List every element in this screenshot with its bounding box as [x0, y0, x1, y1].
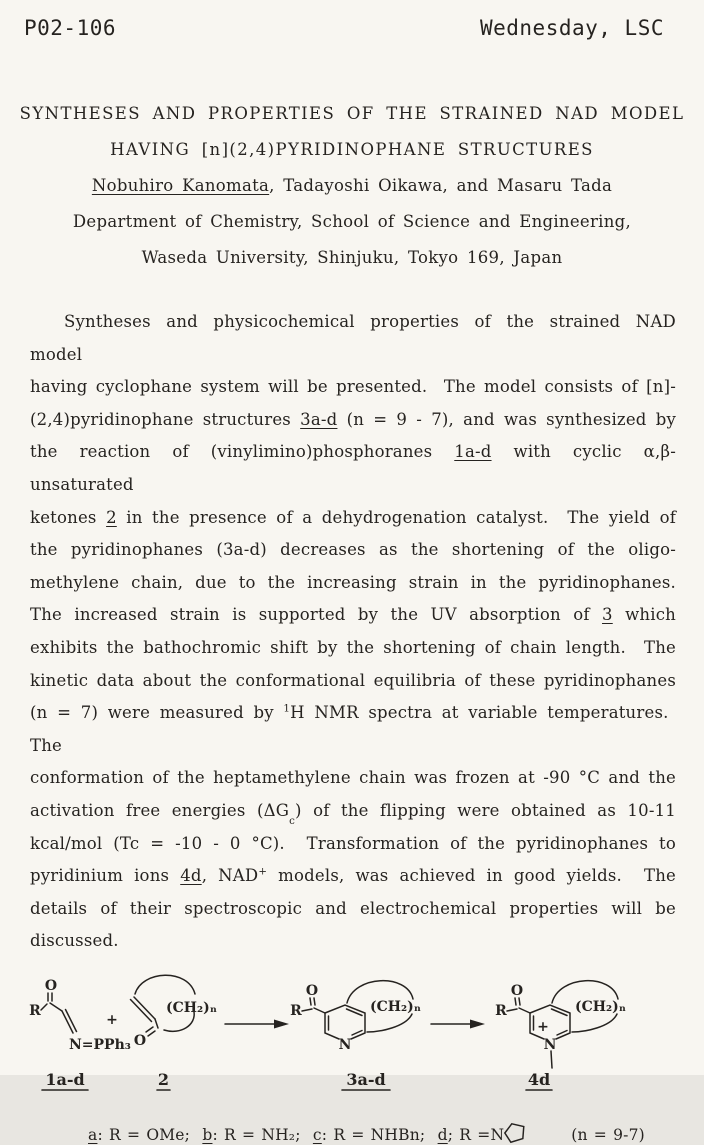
text-segment: : R = NHBn; — [321, 1125, 438, 1144]
text-segment: Department of Chemistry, School of Science and Engineering, — [72, 212, 632, 231]
compound-2-label: 2 — [157, 1069, 170, 1089]
text-segment: a — [88, 1125, 98, 1144]
text-segment: (2,4)pyridinophane structures — [30, 409, 301, 429]
text-segment: (n = 9 - 7), and was synthesized by — [337, 409, 677, 429]
text-segment: b — [202, 1125, 213, 1144]
text-segment: the pyridinophanes (3a-d) decreases as the shortening of the oligo- — [30, 540, 676, 560]
abstract-line — [30, 795, 676, 828]
ch2n-label-4: (CH₂)ₙ — [575, 998, 627, 1015]
ch2n-label-3: (CH₂)ₙ — [370, 998, 422, 1015]
abstract-line — [30, 502, 676, 535]
abstract-line — [30, 534, 676, 567]
text-segment: : R = NH₂; — [212, 1125, 313, 1144]
text-segment: which — [612, 605, 676, 625]
legend-text — [88, 1126, 504, 1144]
plus-charge-icon: + — [537, 1018, 549, 1035]
abstract-line — [30, 306, 676, 371]
r-group-label-1: R — [29, 1002, 41, 1019]
text-segment: 3 — [602, 605, 613, 625]
abstract-line — [30, 665, 676, 698]
compound-4-label: 4d — [527, 1069, 551, 1089]
title-line — [0, 96, 704, 132]
text-segment: SYNTHESES AND PROPERTIES OF THE STRAINED NAD MODEL — [19, 104, 685, 123]
text-segment: 1 — [283, 703, 291, 715]
abstract-line — [30, 567, 676, 600]
session-code: P02-106 — [24, 16, 117, 40]
carbonyl-o-label-3: O — [305, 982, 319, 999]
abstract-line — [30, 632, 676, 665]
abstract-line — [30, 893, 676, 926]
text-segment: d — [437, 1125, 448, 1144]
title-block — [0, 96, 704, 276]
abstract-paragraph — [30, 306, 676, 958]
text-segment: The increased strain is supported by the UV absorption of — [30, 605, 603, 625]
session-day-label: Wednesday, LSC — [479, 16, 664, 40]
text-segment: Nobuhiro Kanomata — [91, 176, 270, 195]
r-group-label-3: R — [290, 1002, 302, 1019]
text-segment: the reaction of (vinylimino)phosphoranes — [30, 442, 455, 462]
text-segment: ketones — [30, 507, 107, 527]
abstract-line — [30, 371, 676, 404]
text-segment: models, was achieved in good yields. The — [267, 866, 676, 886]
abstract-line — [30, 828, 676, 861]
ketone-o-label: O — [133, 1032, 147, 1049]
text-segment: having cyclophane system will be presented. The model consists of [n]- — [30, 377, 676, 397]
text-segment: + — [258, 866, 268, 878]
text-segment: discussed. — [30, 931, 119, 951]
abstract-line — [30, 860, 676, 893]
text-segment: (n = 7) were measured by — [30, 703, 284, 723]
pyridine-n-label-3: N — [338, 1036, 352, 1053]
compound-1-label: 1a-d — [45, 1069, 85, 1089]
pyridinium-n-label-4: N — [543, 1036, 557, 1053]
pyrrolidine-ring-icon — [503, 1121, 527, 1145]
r-group-label-4: R — [495, 1002, 507, 1019]
text-segment: exhibits the bathochromic shift by the shortening of chain length. The — [30, 637, 676, 657]
abstract-line — [30, 599, 676, 632]
arrow-head-1 — [274, 1019, 289, 1028]
text-segment: details of their spectroscopic and electrochemical properties will be — [30, 898, 676, 918]
iminophosphorane-label: N=PPh₃ — [69, 1036, 131, 1053]
title-line — [0, 240, 704, 276]
text-segment: 4d — [180, 866, 202, 886]
abstract-line — [30, 436, 676, 501]
text-segment: , NAD — [201, 866, 259, 886]
text-segment: in the presence of a dehydrogenation catalyst. The yield of — [116, 507, 677, 527]
text-segment: 1a-d — [454, 442, 492, 462]
abstract-line — [30, 925, 676, 958]
text-segment: 2 — [106, 507, 117, 527]
text-segment: methylene chain, due to the increasing strain in the pyridinophanes. — [30, 572, 676, 592]
abstract-line — [30, 404, 676, 437]
compound-3-label: 3a-d — [346, 1069, 386, 1089]
text-segment: , Tadayoshi Oikawa, and Masaru Tada — [269, 176, 613, 195]
arrow-head-2 — [470, 1019, 485, 1028]
reaction-scheme — [18, 972, 682, 1097]
text-segment: conformation of the heptamethylene chain was frozen at -90 °C and the — [30, 768, 676, 788]
abstract-line — [30, 697, 676, 762]
text-segment: Waseda University, Shinjuku, Tokyo 169, Japan — [141, 248, 563, 267]
title-line — [0, 204, 704, 240]
text-segment: Syntheses and physicochemical properties of the strained NAD model — [30, 312, 676, 364]
text-segment: ) of the flipping were obtained as 10-11 — [295, 800, 676, 820]
text-segment: kcal/mol (Tc = -10 - 0 °C). Transformation of the pyridinophanes to — [30, 833, 676, 853]
text-segment: c — [289, 815, 296, 827]
substituent-legend — [88, 1121, 704, 1145]
carbonyl-o-label-1: O — [44, 977, 58, 994]
text-segment: activation free energies (ΔG — [30, 800, 290, 820]
text-segment: 3a-d — [300, 409, 338, 429]
text-segment: with cyclic α,β-unsaturated — [30, 442, 676, 494]
text-segment: ; R =N — [447, 1125, 505, 1144]
text-segment: pyridinium ions — [30, 866, 181, 886]
plus-sign: + — [106, 1011, 118, 1028]
text-segment: c — [312, 1125, 322, 1144]
title-line — [0, 132, 704, 168]
text-segment: HAVING [n](2,4)PYRIDINOPHANE STRUCTURES — [110, 140, 594, 159]
text-segment: H NMR spectra at variable temperatures. The — [30, 703, 676, 755]
ch2n-label-2: (CH₂)ₙ — [166, 999, 218, 1016]
text-segment: : R = OMe; — [97, 1125, 203, 1144]
carbonyl-o-label-4: O — [510, 982, 524, 999]
text-segment: kinetic data about the conformational equilibria of these pyridinophanes — [30, 670, 676, 690]
page-header — [0, 0, 704, 40]
n-range-label: (n = 9-7) — [571, 1125, 645, 1144]
abstract-line — [30, 762, 676, 795]
title-line — [0, 168, 704, 204]
